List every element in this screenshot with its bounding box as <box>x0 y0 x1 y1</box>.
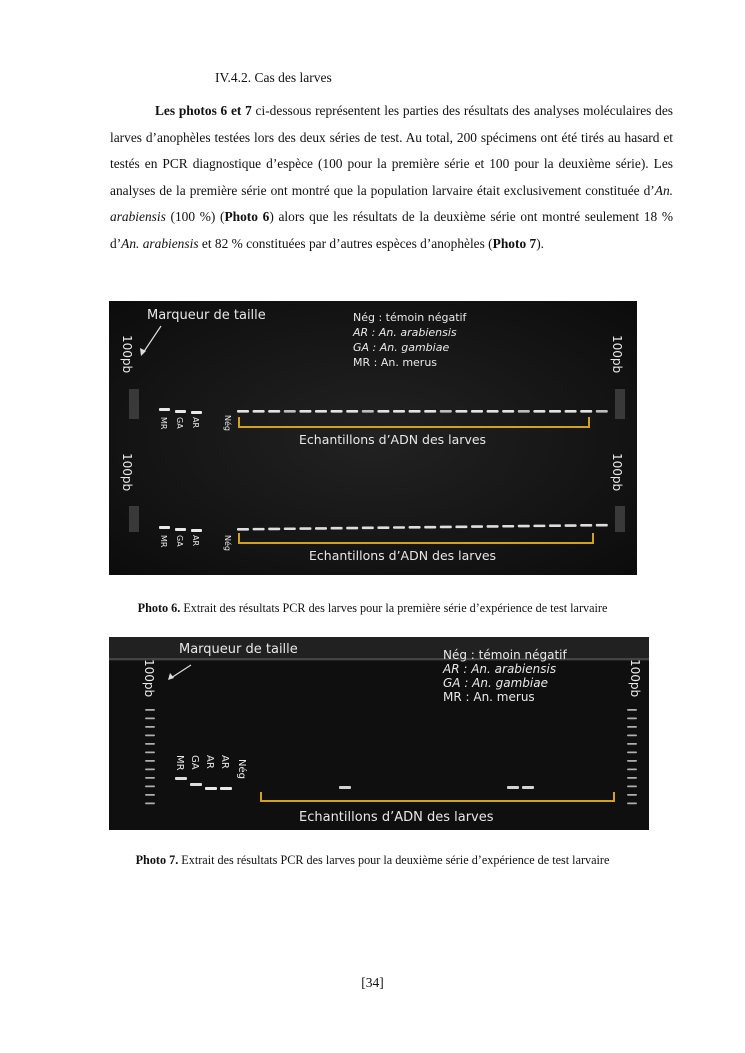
gel-band <box>627 803 637 805</box>
lead-bold: Les photos 6 et 7 <box>155 103 252 118</box>
lane-label-ga: GA <box>189 755 200 770</box>
samples-label: Echantillons d’ADN des larves <box>299 432 487 447</box>
gel-band <box>268 410 280 413</box>
gel-band <box>549 410 561 413</box>
gel-band <box>627 735 637 737</box>
lane-label-mr: MR <box>174 755 185 771</box>
gel-band <box>377 410 389 413</box>
species-name-2: An. arabiensis <box>121 235 199 251</box>
gel-band <box>627 794 637 796</box>
gel-band <box>580 524 592 527</box>
gel-band <box>191 529 202 532</box>
legend-ga: GA : An. gambiae <box>353 341 450 354</box>
gel-band <box>518 410 530 413</box>
gel-photo-7 <box>109 637 649 830</box>
legend-mr: MR : An. merus <box>443 690 535 704</box>
legend-neg: Nég : témoin négatif <box>353 311 467 324</box>
gel-band <box>159 408 170 411</box>
gel-photo-6 <box>109 301 637 575</box>
gel-band <box>299 527 311 530</box>
gel-band <box>596 524 608 527</box>
gel-band <box>627 777 637 779</box>
gel-band <box>346 410 358 413</box>
gel-band <box>518 525 530 528</box>
ladder-label-br: 100pb <box>610 453 624 492</box>
marker-label: Marqueur de taille <box>179 642 298 657</box>
gel-band <box>284 410 296 413</box>
para-text-2: (100 %) ( <box>165 209 225 225</box>
lane-label-mr: MR <box>159 535 168 548</box>
ladder-label-right: 100pb <box>628 659 642 698</box>
gel-band <box>393 526 405 529</box>
samples-label: Echantillons d’ADN des larves <box>309 548 497 563</box>
lane-label-neg: Nég <box>223 535 232 551</box>
gel-band <box>533 525 545 528</box>
gel-band <box>190 783 202 786</box>
legend-ar: AR : An. arabiensis <box>353 326 457 339</box>
para-text-1: ci-dessous représentent les parties des résultats des analyses moléculaires des larves d’anophèles testées lors des deux séries de test. Au total, 200 spécimens ont été tirés au hasard et testés en PCR diagnostique d’espèce (100 pour la première série et 100 pour la deuxième série). Les analyses de la première série ont montré que la population larvaire était exclusivement constituée d’ <box>110 103 673 198</box>
gel-band <box>145 726 155 728</box>
gel-band <box>191 411 202 414</box>
gel-band <box>565 410 577 413</box>
gel-band <box>627 726 637 728</box>
gel-band <box>237 410 249 413</box>
gel-band <box>145 794 155 796</box>
page-number: [34] <box>361 975 384 990</box>
gel-band <box>440 410 452 413</box>
gel-band <box>205 787 217 790</box>
para-text-4: et 82 % constituées par d’autres espèces d’anophèles ( <box>198 235 493 251</box>
ladder-smear <box>129 506 139 532</box>
species-name-1: An. arabiensis <box>110 182 673 225</box>
gel-band <box>331 527 343 530</box>
marker-label: Marqueur de taille <box>147 308 266 323</box>
gel-band <box>580 410 592 413</box>
caption-text: Extrait des résultats PCR des larves pour la deuxième série d’expérience de test larvaire <box>178 853 610 867</box>
gel-band <box>145 735 155 737</box>
gel-band <box>145 769 155 771</box>
photo-ref-2: Photo 7 <box>492 235 537 251</box>
gel-band <box>268 528 280 531</box>
section-title: IV.4.2. Cas des larves <box>215 70 332 85</box>
gel-band <box>145 743 155 745</box>
gel-band <box>627 709 637 711</box>
gel-band <box>175 777 187 780</box>
gel-band <box>627 786 637 788</box>
caption-photo-7 <box>0 853 745 868</box>
gel-band <box>253 528 265 531</box>
gel-band <box>487 525 499 528</box>
gel-band <box>455 410 467 413</box>
ladder-label-tr: 100pb <box>610 335 624 374</box>
ladder-label-tl: 100pb <box>120 335 134 374</box>
gel-band <box>145 760 155 762</box>
gel-band <box>424 526 436 529</box>
gel-band <box>331 410 343 413</box>
gel-band <box>440 526 452 529</box>
para-text-3: ) alors que les résultats de la deuxième série ont montré seulement 18 % d’ <box>110 209 673 251</box>
legend-ar: AR : An. arabiensis <box>443 662 557 676</box>
legend-neg: Nég : témoin négatif <box>443 648 567 662</box>
body-paragraph <box>110 98 673 258</box>
gel-band <box>346 527 358 530</box>
gel-band <box>627 752 637 754</box>
gel-band <box>145 718 155 720</box>
gel-band <box>145 803 155 805</box>
lane-label-neg: Nég <box>236 759 247 779</box>
gel-band <box>487 410 499 413</box>
para-text-5: ). <box>536 235 544 251</box>
ladder-smear <box>615 506 625 532</box>
lane-label-neg: Nég <box>223 415 232 431</box>
samples-label: Echantillons d’ADN des larves <box>299 810 494 825</box>
gel-band <box>145 786 155 788</box>
gel-band <box>502 410 514 413</box>
legend-mr: MR : An. merus <box>353 356 438 369</box>
gel-band <box>145 709 155 711</box>
legend-ga: GA : An. gambiae <box>443 676 548 690</box>
ladder-smear <box>129 389 139 419</box>
gel-band <box>145 752 155 754</box>
caption-bold: Photo 7. <box>135 853 179 867</box>
gel-band <box>315 410 327 413</box>
gel-image-6 <box>109 301 637 575</box>
gel-band <box>507 786 519 789</box>
gel-band <box>471 525 483 528</box>
lane-label-ga: GA <box>175 417 184 429</box>
gel-band <box>159 526 170 529</box>
gel-band <box>284 527 296 530</box>
gel-band <box>315 527 327 530</box>
lane-label-ar: AR <box>191 417 200 429</box>
gel-band <box>339 786 351 789</box>
lane-label-mr: MR <box>159 417 168 430</box>
caption-text: Extrait des résultats PCR des larves pour la première série d’expérience de test larvaire <box>180 601 608 615</box>
gel-band <box>299 410 311 413</box>
gel-band <box>549 524 561 527</box>
gel-band <box>220 787 232 790</box>
gel-band <box>175 528 186 531</box>
gel-band <box>424 410 436 413</box>
ladder-label-left: 100pb <box>142 659 156 698</box>
gel-band <box>409 410 421 413</box>
gel-band <box>455 525 467 528</box>
caption-photo-6 <box>0 601 745 616</box>
gel-band <box>145 777 155 779</box>
gel-band <box>627 769 637 771</box>
gel-band <box>627 718 637 720</box>
gel-band <box>471 410 483 413</box>
ladder-label-bl: 100pb <box>120 453 134 492</box>
lane-label-ga: GA <box>175 535 184 547</box>
gel-band <box>627 760 637 762</box>
ladder-smear <box>615 389 625 419</box>
gel-band <box>627 743 637 745</box>
gel-band <box>362 410 374 413</box>
gel-band <box>522 786 534 789</box>
gel-band <box>409 526 421 529</box>
gel-band <box>502 525 514 528</box>
gel-band <box>237 528 249 531</box>
lane-label-ar-2: AR <box>219 755 230 769</box>
lane-label-ar: AR <box>191 535 200 547</box>
gel-band <box>533 410 545 413</box>
gel-band <box>565 524 577 527</box>
gel-band <box>253 410 265 413</box>
gel-band <box>596 410 608 413</box>
gel-band <box>175 410 186 413</box>
gel-image-7 <box>109 637 649 830</box>
lane-label-ar: AR <box>204 755 215 769</box>
caption-bold: Photo 6. <box>137 601 181 615</box>
photo-ref-1: Photo 6 <box>224 209 270 225</box>
gel-band <box>393 410 405 413</box>
gel-band <box>362 527 374 530</box>
gel-band <box>377 526 389 529</box>
